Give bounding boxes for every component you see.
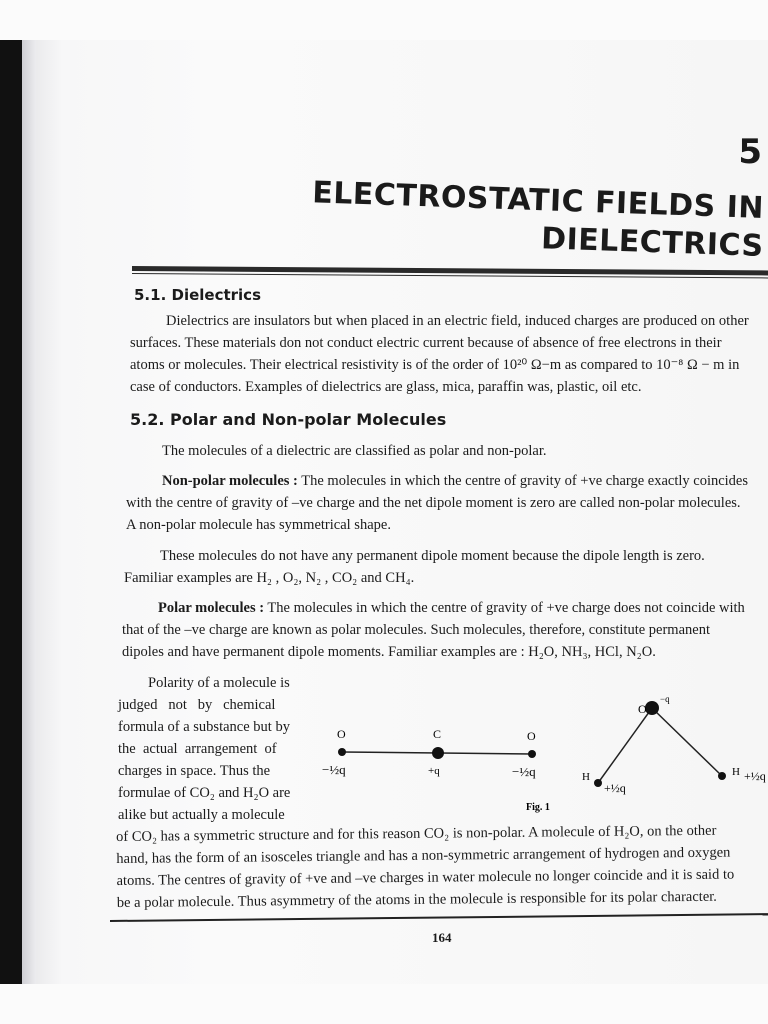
h2o-oxygen-dot bbox=[645, 701, 659, 715]
paragraph-line: Familiar examples are H₂ , O₂, N₂ , CO₂ and CH₄. bbox=[124, 570, 415, 586]
co2-oxygen-right-dot bbox=[528, 750, 536, 758]
h2o-bond-left bbox=[598, 708, 652, 783]
paragraph-line: The molecules in which the centre of gravity of +ve charge does not coincide with bbox=[267, 600, 745, 616]
h2o-bond-right bbox=[652, 708, 722, 776]
polarity-paragraph bbox=[118, 672, 318, 826]
paragraph-line: charges in space. Thus the bbox=[118, 763, 271, 779]
chapter-number: 5 bbox=[738, 132, 762, 172]
paragraph-line: atoms or molecules. Their electrical resistivity is of the order of 10²⁰ Ω−m as compared to 10⁻⁸ Ω − m in bbox=[130, 357, 740, 373]
scan-top-margin bbox=[0, 0, 768, 40]
paragraph-line: the actual arrangement of bbox=[118, 741, 277, 757]
section-heading-polar: 5.2. Polar and Non-polar Molecules bbox=[130, 410, 447, 429]
paragraph-line: surfaces. These materials don not conduct electric current because of absence of free electrons in their bbox=[130, 335, 722, 351]
polar-paragraph bbox=[122, 597, 766, 663]
paragraph-line: judged not by chemical bbox=[118, 697, 276, 713]
paragraph-line: case of conductors. Examples of dielectrics are glass, mica, paraffin was, plastic, oil etc. bbox=[130, 379, 642, 395]
paragraph-line: dipoles and have permanent dipole moments. Familiar examples are : H₂O, NH₃, HCl, N₂O. bbox=[122, 644, 656, 660]
section-heading-dielectrics: 5.1. Dielectrics bbox=[134, 286, 261, 304]
paragraph-line: These molecules do not have any permanent dipole moment because the dipole length is zero. bbox=[160, 548, 705, 564]
co2-charge-right: −½q bbox=[512, 764, 536, 779]
co2-atom-o-left: O bbox=[337, 727, 346, 741]
paragraph-line: hand, has the form of an isosceles triangle and has a non-symmetric arrangement of hydrogen and oxygen bbox=[116, 844, 731, 867]
classification-line: The molecules of a dielectric are classified as polar and non-polar. bbox=[162, 443, 547, 459]
h2o-charge-h-left: +½q bbox=[604, 781, 626, 795]
paragraph-line: Polarity of a molecule is bbox=[148, 675, 290, 691]
h2o-atom-h-right: H bbox=[732, 766, 740, 778]
paragraph-line: atoms. The centres of gravity of +ve and –ve charges in water molecule no longer coincide and it is said to bbox=[116, 866, 735, 889]
book-page bbox=[22, 40, 768, 984]
paragraph-line: that of the –ve charge are known as polar molecules. Such molecules, therefore, constitute permanent bbox=[122, 622, 710, 638]
polar-label: Polar molecules : bbox=[158, 600, 265, 616]
h2o-hydrogen-left-dot bbox=[594, 779, 602, 787]
molecule-figure bbox=[312, 668, 768, 828]
co2-carbon-dot bbox=[432, 747, 444, 759]
page-number: 164 bbox=[432, 930, 452, 945]
dielectrics-paragraph bbox=[130, 310, 762, 398]
paragraph-line: A non-polar molecule has symmetrical shape. bbox=[126, 517, 391, 533]
h2o-charge-h-right: +½q bbox=[744, 769, 766, 783]
co2-oxygen-left-dot bbox=[338, 748, 346, 756]
co2-atom-o-right: O bbox=[527, 729, 536, 743]
nonpolar-examples-paragraph bbox=[124, 545, 764, 589]
scan-bottom-margin bbox=[0, 984, 768, 1024]
nonpolar-label: Non-polar molecules : bbox=[162, 473, 298, 489]
co2-charge-center: +q bbox=[428, 765, 440, 777]
paragraph-line: The molecules in which the centre of gravity of +ve charge exactly coincides bbox=[301, 473, 749, 489]
page-gutter bbox=[22, 40, 36, 984]
h2o-atom-h-left: H bbox=[582, 771, 590, 783]
h2o-hydrogen-right-dot bbox=[718, 772, 726, 780]
co2-atom-c: C bbox=[433, 727, 442, 741]
paragraph-line: formula of a substance but by bbox=[118, 719, 290, 735]
figure-caption: Fig. 1 bbox=[526, 802, 550, 813]
paragraph-line: Dielectrics are insulators but when placed in an electric field, induced charges are produced on other bbox=[166, 313, 749, 329]
h2o-atom-o: O bbox=[638, 702, 647, 716]
chapter-title-line2: DIELECTRICS bbox=[540, 221, 765, 264]
paragraph-line: with the centre of gravity of –ve charge and the net dipole moment is zero are called non-polar molecules. bbox=[126, 495, 741, 511]
chapter-title-line1: ELECTROSTATIC FIELDS IN bbox=[311, 175, 765, 226]
paragraph-line: alike but actually a molecule bbox=[118, 807, 285, 823]
nonpolar-paragraph bbox=[126, 470, 766, 536]
h2o-charge-o: −q bbox=[660, 694, 670, 704]
closing-paragraph bbox=[116, 819, 768, 914]
paragraph-line: formulae of CO₂ and H₂O are bbox=[118, 785, 291, 801]
co2-charge-left: −½q bbox=[322, 762, 346, 777]
paragraph-line: be a polar molecule. Thus asymmetry of the atoms in the molecule is responsible for its polar character. bbox=[116, 888, 717, 911]
paragraph-line: of CO₂ has a symmetric structure and for this reason CO₂ is non-polar. A molecule of H₂O, on the other bbox=[116, 822, 717, 845]
footer-rule bbox=[110, 913, 768, 922]
